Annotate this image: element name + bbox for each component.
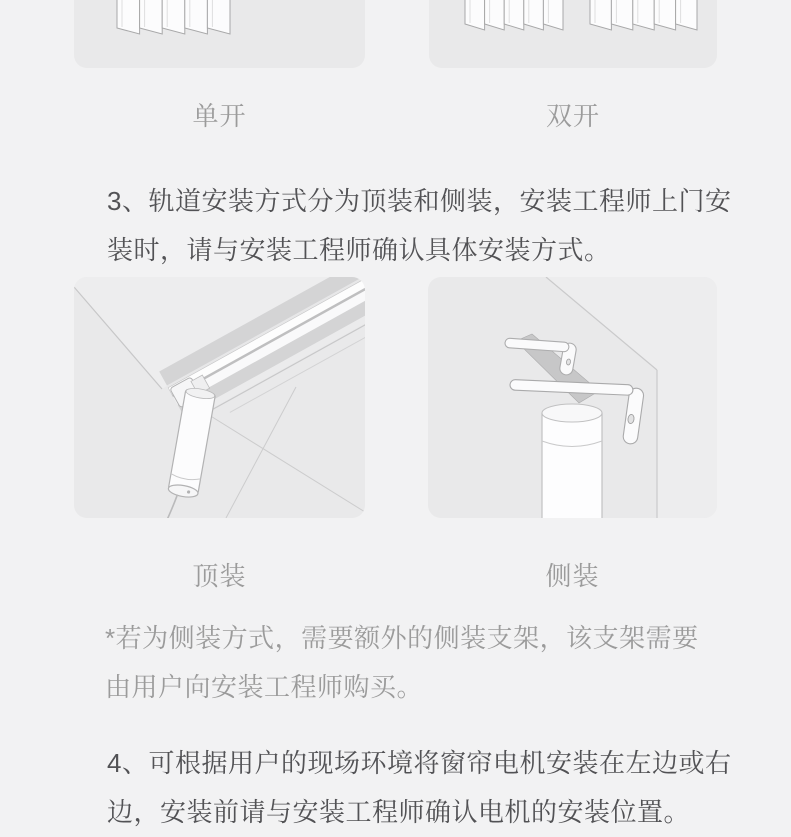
caption-side-mount: 侧装 [545, 561, 600, 591]
side-mount-illustration [428, 277, 717, 518]
step3-paragraph [107, 177, 731, 275]
top-mount-card [74, 277, 365, 518]
side-mount-card [428, 277, 717, 518]
wall-edge-left [226, 387, 296, 518]
footnote-line-1: *若为侧装方式，需要额外的侧装支架，该支架需要 [105, 623, 699, 653]
motor-body [168, 389, 215, 495]
motor-cord [163, 493, 178, 518]
step3-line-1: 3、轨道安装方式分为顶装和侧装，安装工程师上门安 [107, 186, 732, 216]
single-open-curtain-card [74, 0, 365, 68]
single-open-curtain-illustration [74, 0, 365, 68]
double-open-curtain-card [429, 0, 717, 68]
curtain-motor [161, 386, 216, 518]
step4-paragraph [107, 739, 731, 837]
side-mount-footnote [105, 614, 699, 712]
caption-double-open: 双开 [545, 101, 600, 131]
caption-single-open: 单开 [192, 101, 247, 131]
top-mount-illustration [74, 277, 365, 518]
curtain-pleats [117, 0, 230, 34]
step4-line-1: 4、可根据用户的现场环境将窗帘电机安装在左边或右 [107, 748, 732, 778]
step3-line-2: 装时，请与安装工程师确认具体安装方式。 [107, 235, 611, 265]
caption-top-mount: 顶装 [192, 561, 247, 591]
footnote-line-2: 由用户向安装工程师购买。 [105, 672, 424, 702]
double-open-curtain-illustration [429, 0, 717, 68]
motor-cylinder [542, 404, 602, 518]
wall-edge-right [209, 415, 365, 512]
cylinder-top-cap [542, 404, 602, 422]
step4-line-2: 边，安装前请与安装工程师确认电机的安装位置。 [107, 797, 691, 827]
